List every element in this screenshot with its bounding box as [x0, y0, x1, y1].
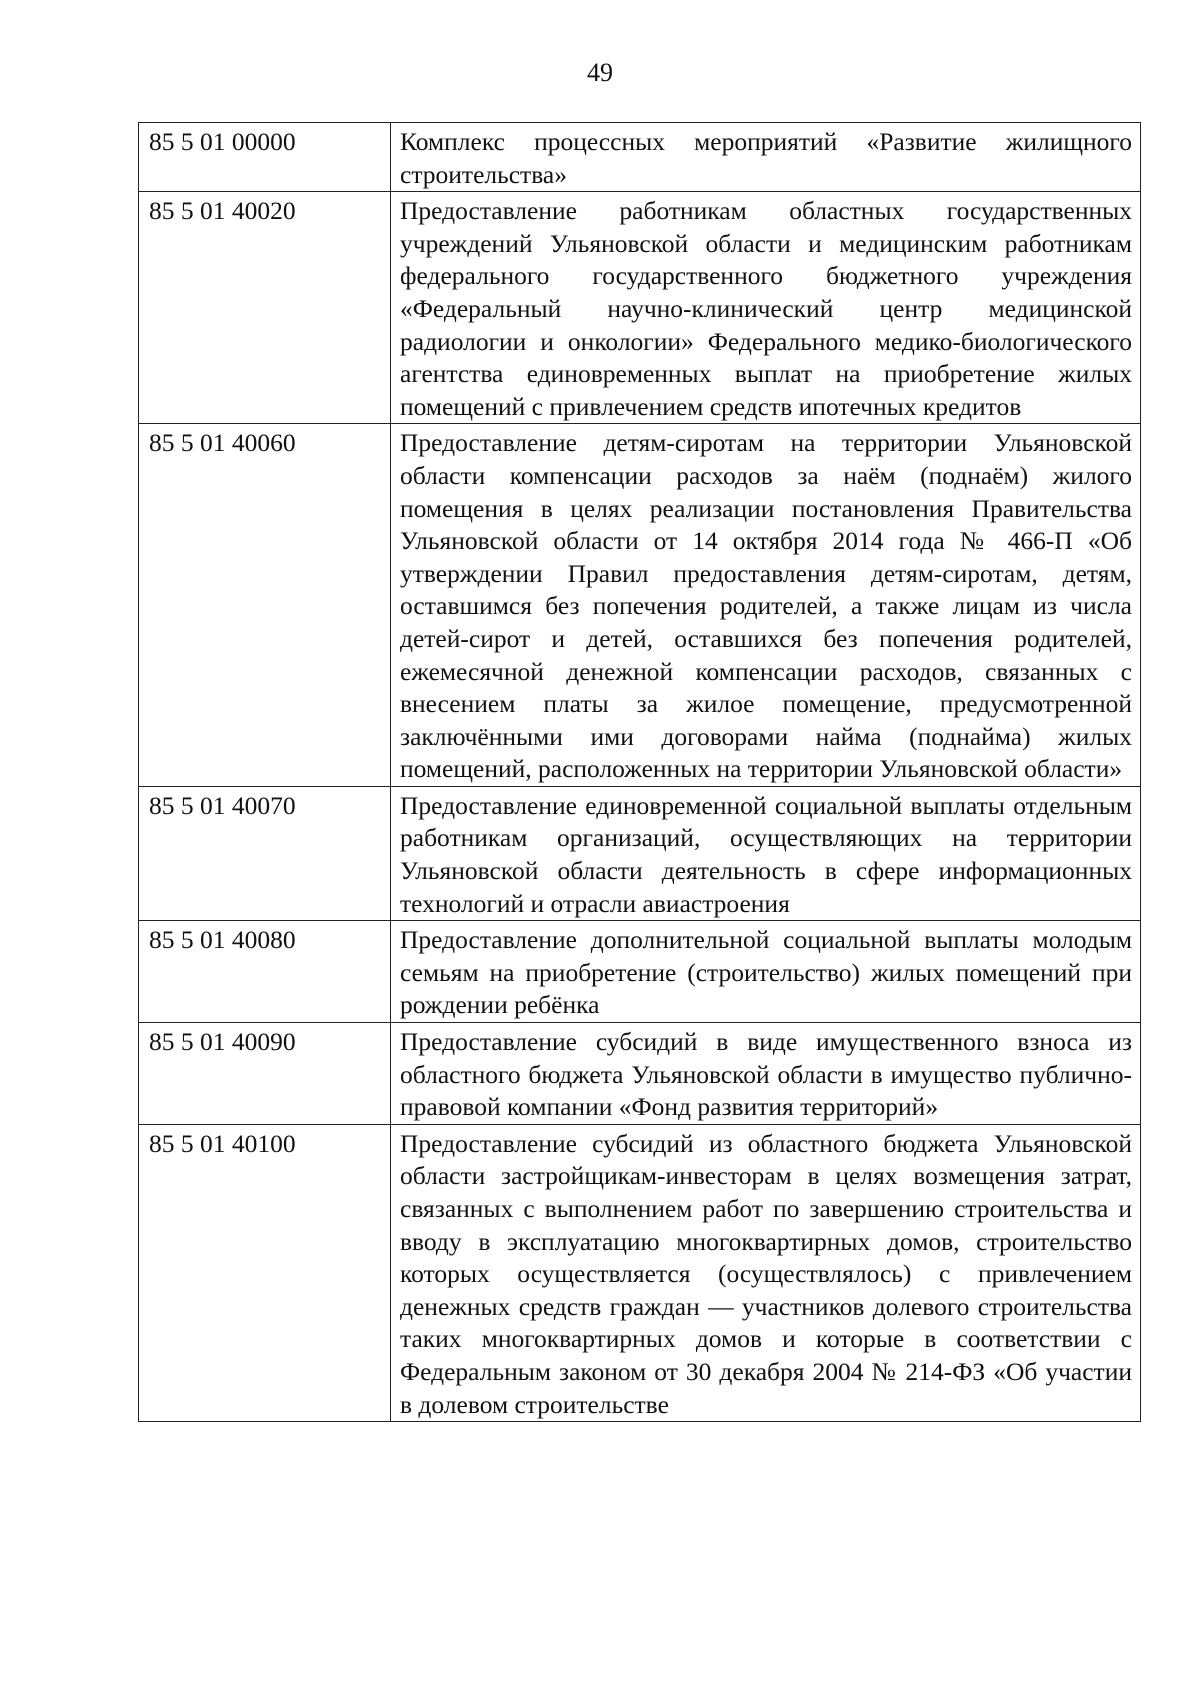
description-text: Предоставление субсидий из областного бюджета Ульяновской области застройщикам-инвесторам в целях возмещения затрат, связанных с выполнением работ по завершению строительства и вводу в эксплуатацию многоквартирных домов, строительство которых осуществляется (осуществлялось) с привлечением денежных средств граждан — участников долевого строительства таких многоквартирных домов и которые в соответствии с Федеральным законом от 30 декабря 2004 № 214-ФЗ «Об участии в долевом строительстве [400, 1128, 1132, 1419]
budget-classification-table [138, 122, 1141, 1422]
description-text: Комплекс процессных мероприятий «Развитие жилищного строительства» [400, 127, 1132, 189]
classification-description [391, 123, 1141, 192]
table-row [139, 921, 1141, 1023]
classification-code: 85 5 01 40090 [139, 1023, 391, 1125]
table-row [139, 424, 1141, 787]
classification-description [391, 786, 1141, 920]
classification-description [391, 1124, 1141, 1421]
classification-description [391, 424, 1141, 787]
classification-code: 85 5 01 00000 [139, 123, 391, 192]
page-number: 49 [587, 58, 613, 87]
description-text: Предоставление работникам областных государственных учреждений Ульяновской области и медицинским работникам федерального государственного бюджетного учреждения «Федеральный научно-клинический центр медицинской радиологии и онкологии» Федерального медико-биологического агентства единовременных выплат на приобретение жилых помещений с привлечением средств ипотечных кредитов [400, 196, 1132, 421]
classification-description [391, 1023, 1141, 1125]
classification-description [391, 921, 1141, 1023]
table-row [139, 1124, 1141, 1421]
classification-code: 85 5 01 40060 [139, 424, 391, 787]
table-row [139, 1023, 1141, 1125]
classification-code: 85 5 01 40080 [139, 921, 391, 1023]
classification-description [391, 192, 1141, 424]
table-row [139, 786, 1141, 920]
classification-code: 85 5 01 40070 [139, 786, 391, 920]
description-text: Предоставление детям-сиротам на территории Ульяновской области компенсации расходов за наём (поднаём) жилого помещения в целях реализации постановления Правительства Ульяновской области от 14 октября 2014 года № 466-П «Об утверждении Правил предоставления детям-сиротам, детям, оставшимся без попечения родителей, а также лицам из числа детей-сирот и детей, оставшихся без попечения родителей, ежемесячной денежной компенсации расходов, связанных с внесением платы за жилое помещение, предусмотренной заключёнными ими договорами найма (поднайма) жилых помещений, расположенных на территории Ульяновской области» [400, 428, 1132, 784]
description-text: Предоставление единовременной социальной выплаты отдельным работникам организаций, осуществляющих на территории Ульяновской области деятельность в сфере информационных технологий и отрасли авиастроения [400, 790, 1132, 918]
table-row [139, 123, 1141, 192]
description-text: Предоставление субсидий в виде имущественного взноса из областного бюджета Ульяновской области в имущество публично-правовой компании «Фонд развития территорий» [400, 1027, 1132, 1122]
table-row [139, 192, 1141, 424]
classification-code: 85 5 01 40020 [139, 192, 391, 424]
classification-code: 85 5 01 40100 [139, 1124, 391, 1421]
description-text: Предоставление дополнительной социальной выплаты молодым семьям на приобретение (строительство) жилых помещений при рождении ребёнка [400, 925, 1132, 1020]
